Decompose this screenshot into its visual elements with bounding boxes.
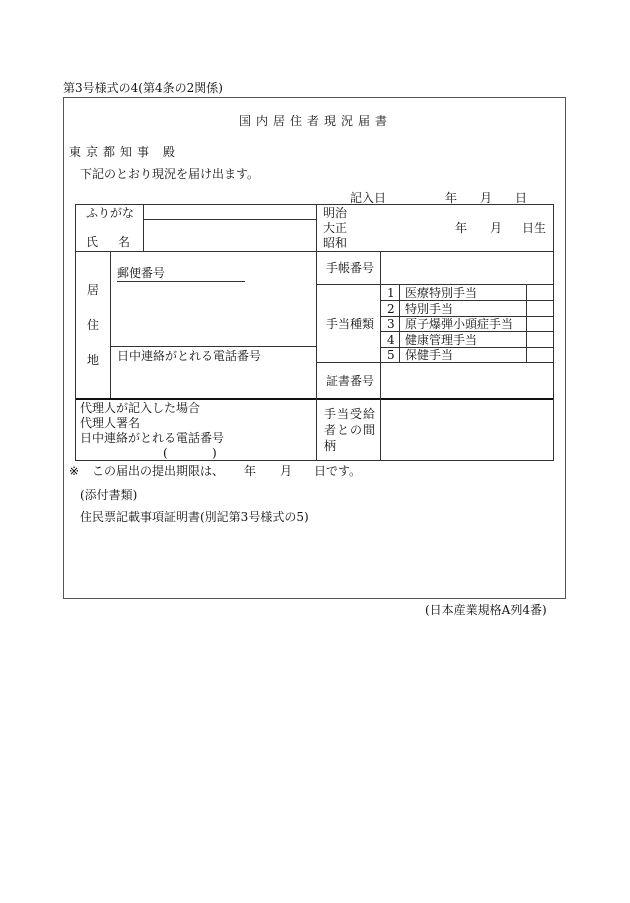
agent-signature-label: 代理人署名 [80,416,141,430]
relationship-field[interactable] [382,400,552,458]
name-label-divider [143,204,144,251]
birth-month[interactable]: 月 [490,221,503,235]
name-label: 氏 名 [86,235,135,249]
notebook-bottom-line [316,284,554,285]
deadline-month: 月 [280,464,293,478]
paper-size-note: (日本産業規格A列4番) [425,603,547,617]
attachment-item: 住民票記載事項証明書(別記第3号様式の5) [80,510,309,524]
furigana-field[interactable] [145,205,315,218]
allowance-row-line [380,300,554,301]
allowance-number: 3 [387,317,395,331]
deadline-mark: ※ [69,464,80,478]
right-label-divider [380,251,381,460]
allowance-number: 1 [387,286,395,300]
birth-year[interactable]: 年 [455,221,468,235]
allowance-number: 4 [387,333,395,347]
relationship-label-3: 柄 [324,439,337,453]
agent-phone-field[interactable] [172,446,212,459]
table-left-line [75,204,76,460]
postal-code-label: 郵便番号 [117,266,166,280]
allowance-type-label: 手当種類 [326,317,375,331]
entry-date-year[interactable]: 年 [445,191,458,205]
allowance-checkbox[interactable] [528,286,552,299]
allowance-checkbox[interactable] [528,317,552,330]
postal-code-underline [117,281,245,282]
allowance-checkbox[interactable] [528,333,552,346]
form-title: 国内居住者現況届書 [239,114,393,128]
center-divider [316,204,317,460]
allowance-check-divider [526,284,527,362]
intro-text: 下記のとおり現況を届け出ます。 [80,167,260,181]
address-label-3: 地 [87,353,100,367]
entry-date-day[interactable]: 日 [515,191,528,205]
agent-phone-paren-open: ( [163,446,168,460]
entry-date-month[interactable]: 月 [480,191,493,205]
address-label-1: 居 [87,283,100,297]
furigana-label: ふりがな [86,206,135,220]
allowance-checkbox[interactable] [528,302,552,315]
address-label-divider [110,251,111,398]
deadline-day: 日です。 [314,464,362,478]
table-right-line [553,204,554,460]
agent-line-1: 代理人が記入した場合 [80,401,201,415]
address-phone-divider [110,346,316,347]
relationship-label-1: 手当受給 [324,407,377,421]
deadline-text: この届出の提出期限は、 [92,464,225,478]
allowance-checkbox[interactable] [528,348,552,361]
agent-phone-paren-close: ) [212,446,217,460]
form-number: 第3号様式の4(第4条の2関係) [63,81,223,95]
deadline-year: 年 [244,464,257,478]
allowance-name: 原子爆弾小頭症手当 [405,317,514,331]
birth-day[interactable]: 日生 [522,221,547,235]
era-taisho[interactable]: 大正 [323,221,348,235]
agent-phone-label: 日中連絡がとれる電話番号 [80,431,225,445]
allowance-row-line [380,331,554,332]
allowance-name: 健康管理手当 [405,333,478,347]
certificate-number-label: 証書番号 [326,374,375,388]
entry-date-label: 記入日 [350,191,387,205]
addressee: 東京都知事 殿 [69,145,180,159]
allowance-number: 2 [387,302,395,316]
name-bottom-line [75,251,554,252]
allowance-name: 保健手当 [405,348,454,362]
address-label-2: 住 [87,318,100,332]
notebook-number-label: 手帳番号 [326,261,375,275]
relationship-label-2: 者との間 [324,423,377,437]
table-bottom-line [75,460,554,461]
name-field[interactable] [145,220,315,250]
era-showa[interactable]: 昭和 [323,236,348,250]
allowance-number-divider [399,284,400,362]
daytime-phone-label: 日中連絡がとれる電話番号 [117,349,262,363]
allowance-bottom-line [316,362,554,363]
era-meiji[interactable]: 明治 [323,206,348,220]
notebook-number-field[interactable] [382,253,552,283]
certificate-number-field[interactable] [382,364,552,396]
allowance-number: 5 [387,348,395,362]
allowance-name: 特別手当 [405,302,454,316]
allowance-name: 医療特別手当 [405,286,478,300]
attachments-label: (添付書類) [80,488,138,502]
daytime-phone-field[interactable] [112,364,314,396]
address-field[interactable] [112,284,314,344]
